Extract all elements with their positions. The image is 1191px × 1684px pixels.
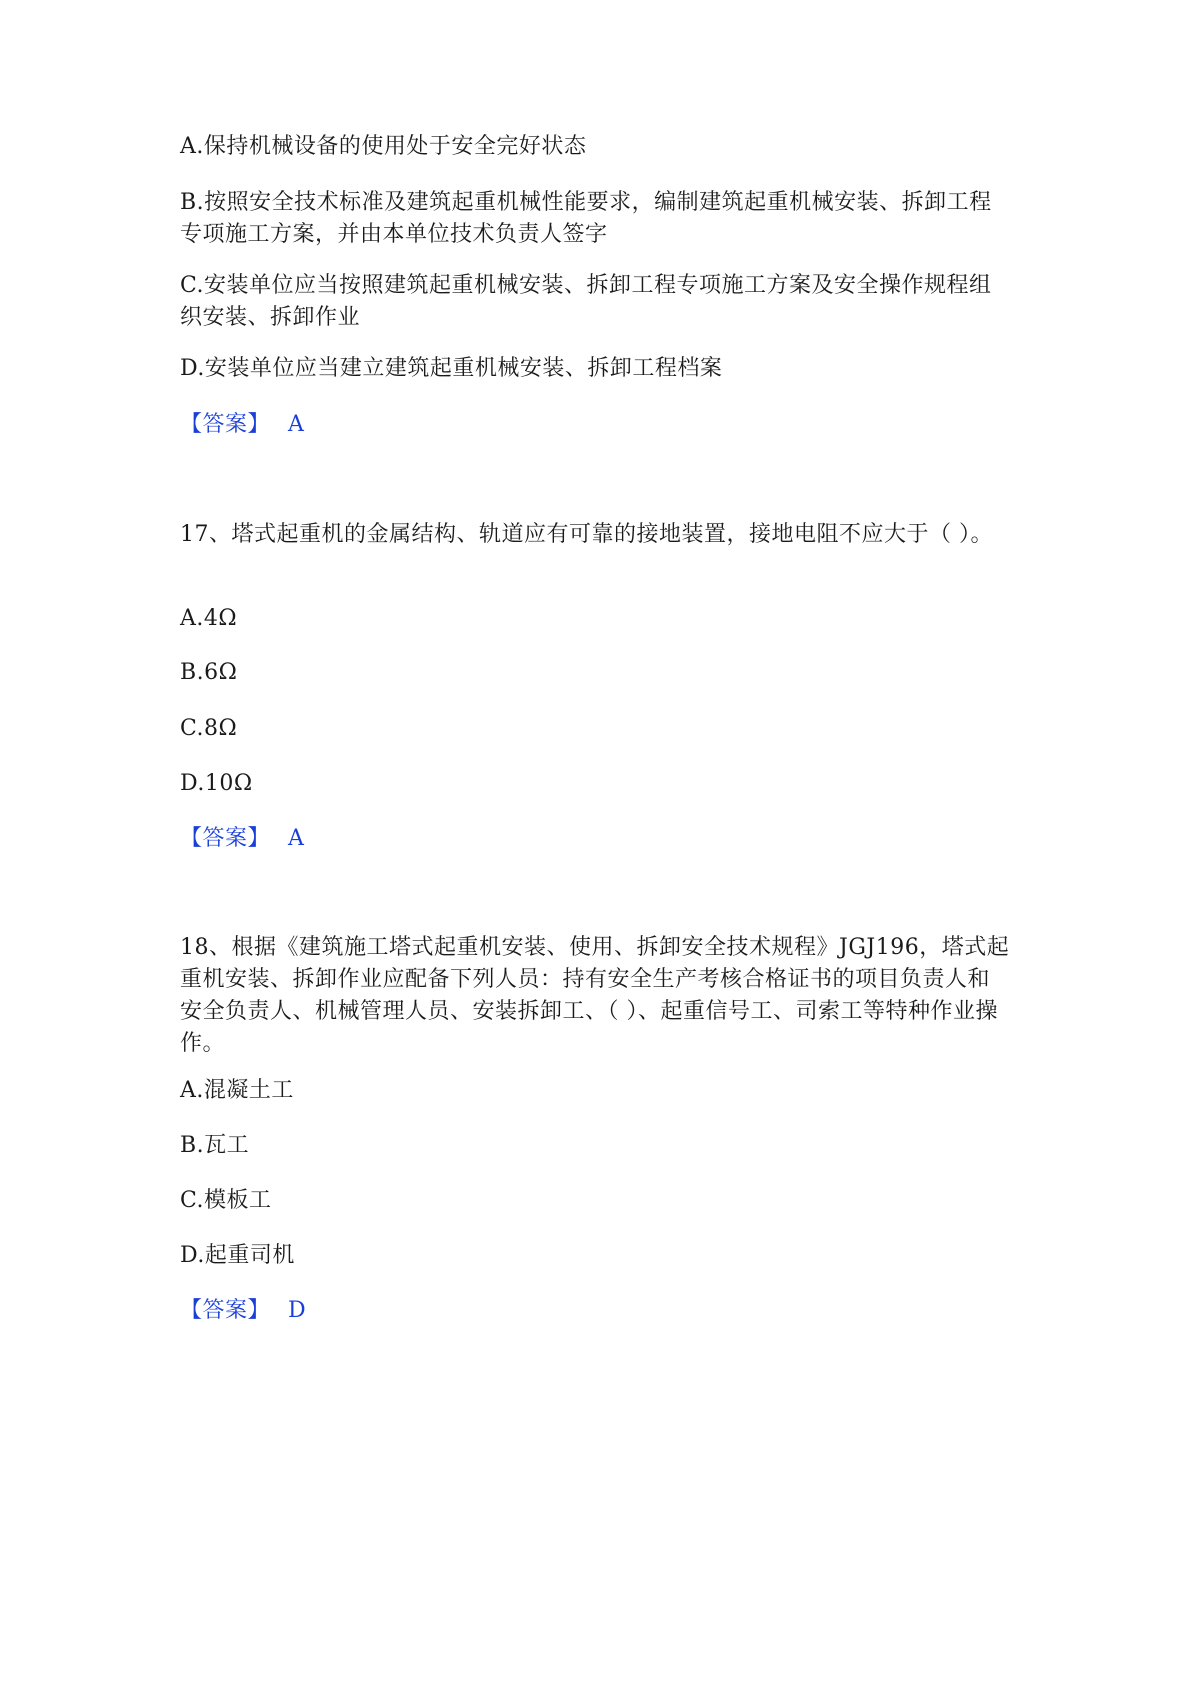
answer-value: A xyxy=(288,412,305,437)
q17-question: 17、塔式起重机的金属结构、轨道应有可靠的接地装置，接地电阻不应大于（ ）。 xyxy=(180,522,993,547)
q16-option-b: B.按照安全技术标准及建筑起重机械性能要求，编制建筑起重机械安装、拆卸工程专项施工方案，并由本单位技术负责人签字 xyxy=(180,190,992,247)
q17-option-a: A.4Ω xyxy=(180,606,238,631)
q18-question: 18、根据《建筑施工塔式起重机安装、使用、拆卸安全技术规程》JGJ196，塔式起重机安装、拆卸作业应配备下列人员：持有安全生产考核合格证书的项目负责人和安全负责人、机械管理人员、安装拆卸工、（ ）、起重信号工、司索工等特种作业操作。 xyxy=(180,935,1010,1056)
q17-option-d: D.10Ω xyxy=(180,771,253,796)
q18-option-c: C.模板工 xyxy=(180,1188,272,1213)
answer-label: 【答案】 xyxy=(180,826,271,851)
q17-answer xyxy=(180,824,304,854)
q17-option-c: C.8Ω xyxy=(180,716,238,741)
q16-option-c: C.安装单位应当按照建筑起重机械安装、拆卸工程专项施工方案及安全操作规程组织安装、拆卸作业 xyxy=(180,273,992,330)
q18-option-d: D.起重司机 xyxy=(180,1243,295,1268)
q18-option-a: A.混凝土工 xyxy=(180,1078,294,1103)
q16-answer xyxy=(180,410,304,440)
q18-answer xyxy=(180,1296,306,1326)
answer-label: 【答案】 xyxy=(180,1298,271,1323)
answer-value: A xyxy=(288,826,305,851)
answer-label: 【答案】 xyxy=(180,412,271,437)
q16-option-d: D.安装单位应当建立建筑起重机械安装、拆卸工程档案 xyxy=(180,356,723,381)
answer-value: D xyxy=(288,1298,307,1323)
q17-option-b: B.6Ω xyxy=(180,660,238,685)
q16-option-a: A.保持机械设备的使用处于安全完好状态 xyxy=(180,134,587,159)
q18-option-b: B.瓦工 xyxy=(180,1133,250,1158)
